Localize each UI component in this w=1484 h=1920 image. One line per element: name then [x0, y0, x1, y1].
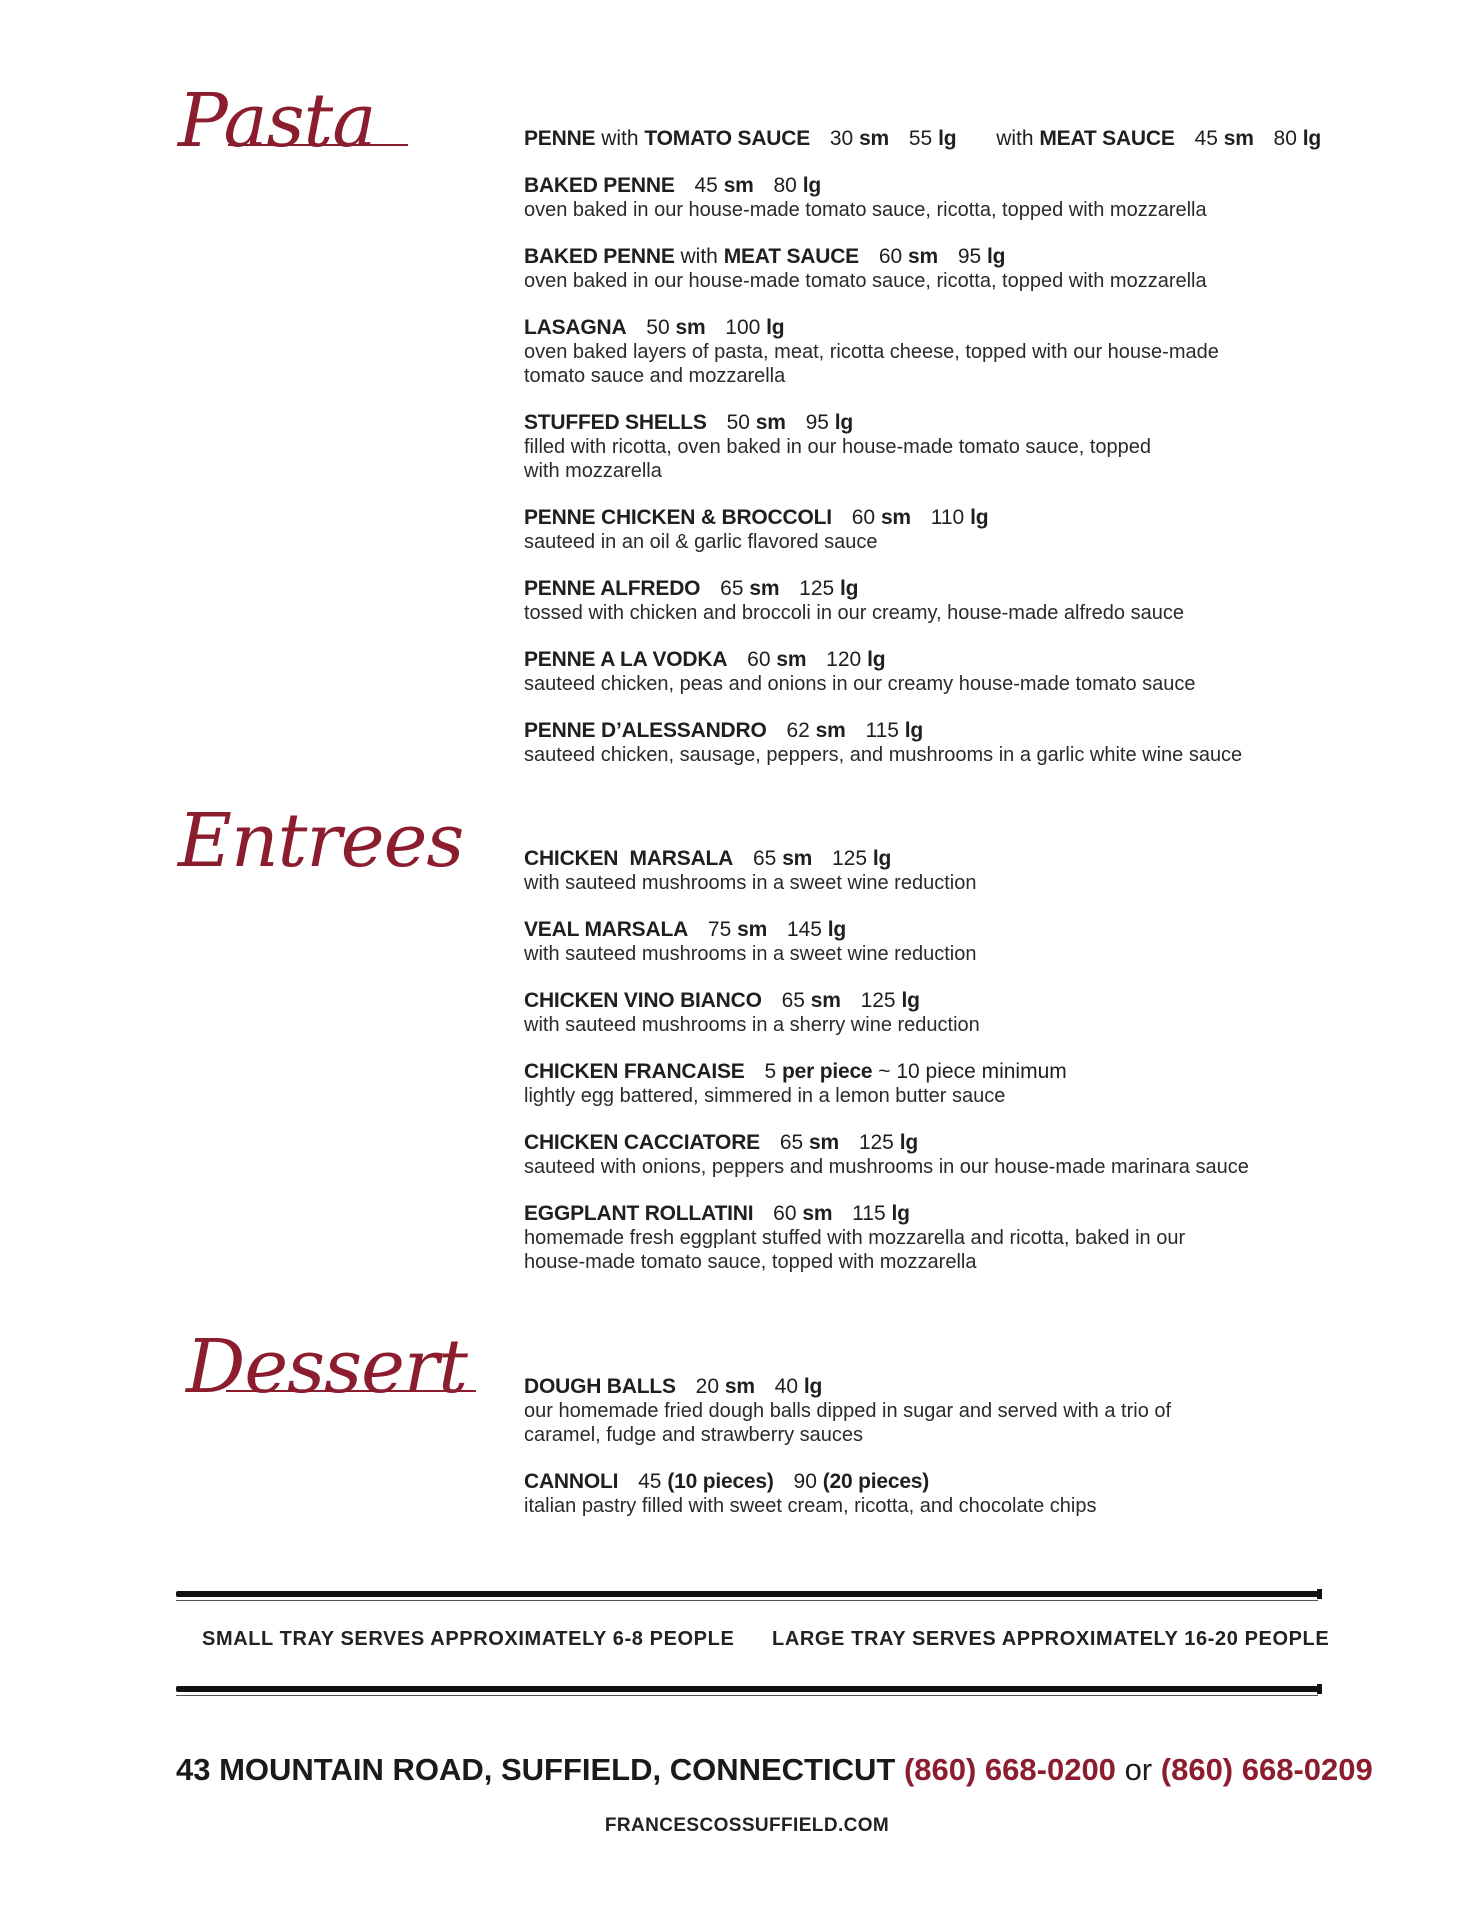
price-large: 125 [799, 577, 835, 600]
unit-small: sm [782, 847, 813, 870]
item-description: caramel, fudge and strawberry sauces [524, 1424, 864, 1446]
divider-bottom [176, 1686, 1318, 1692]
price-large: 100 [725, 316, 761, 339]
unit-large: lg [904, 719, 924, 742]
unit-large: lg [840, 577, 859, 600]
item-name: CHICKEN CACCIATORE [524, 1131, 760, 1154]
unit-large: lg [834, 411, 854, 434]
item-name: PENNE A LA VODKA [524, 648, 728, 671]
unit-small: sm [724, 1375, 755, 1398]
price-small: 30 [829, 127, 854, 150]
item-sauce: TOMATO SAUCE [644, 127, 811, 150]
small-tray-info: SMALL TRAY SERVES APPROXIMATELY 6-8 PEOPLE [202, 1628, 735, 1650]
unit-small: sm [809, 1131, 839, 1154]
menu-item-lasagna [524, 315, 1324, 388]
unit-small: sm [810, 989, 841, 1012]
dessert-menu [524, 1374, 1324, 1540]
price-small: 20 [695, 1375, 719, 1398]
unit-small: sm [859, 127, 890, 150]
menu-item-penne-dalessandro [524, 718, 1324, 767]
unit-large: lg [938, 127, 957, 150]
unit-large: lg [1302, 127, 1321, 150]
menu-item-penne-vodka [524, 647, 1324, 696]
unit-small: sm [880, 506, 911, 529]
menu-item-chicken-marsala [524, 846, 1324, 895]
price-small: 60 [773, 1202, 797, 1225]
pasta-menu [524, 126, 1324, 789]
item-name: STUFFED SHELLS [524, 411, 707, 434]
price-small: 50 [726, 411, 750, 434]
phone-separator: or [1124, 1752, 1153, 1787]
website-link[interactable]: FRANCESCOSSUFFIELD.COM [604, 1815, 890, 1836]
item-name: PENNE [524, 127, 596, 150]
unit-small: sm [723, 174, 754, 197]
price-small: 60 [851, 506, 876, 529]
entrees-menu [524, 846, 1324, 1296]
phone-primary[interactable]: (860) 668-0200 [903, 1752, 1116, 1787]
unit-small: sm [802, 1202, 833, 1225]
unit-large: lg [987, 245, 1006, 268]
item-heading [524, 846, 1324, 871]
item-sauce: MEAT SAUCE [723, 245, 859, 268]
unit-small: sm [675, 316, 706, 339]
entrees-title-text: Entrees [178, 798, 464, 884]
unit-large: lg [899, 1131, 918, 1154]
item-description: homemade fresh eggplant stuffed with mozzarella and ricotta, baked in our [524, 1227, 1186, 1249]
item-description: with sauteed mushrooms in a sweet wine reduction [524, 872, 977, 894]
item-name: DOUGH BALLS [524, 1375, 676, 1398]
price-small: 62 [786, 719, 810, 742]
menu-item-chicken-francaise [524, 1059, 1324, 1108]
item-with: with [601, 127, 639, 150]
contact-line [176, 1752, 1373, 1788]
item-description: oven baked in our house-made tomato sauce, ricotta, topped with mozzarella [524, 199, 1207, 221]
menu-item-chicken-vino-bianco [524, 988, 1324, 1037]
pasta-title-text: Pasta [178, 78, 376, 164]
unit-large: lg [802, 174, 821, 197]
price-large: 125 [860, 989, 896, 1012]
price-small: 60 [747, 648, 771, 671]
unit-small: sm [815, 719, 846, 742]
item-heading [524, 988, 1324, 1013]
price-small: 45 [694, 174, 718, 197]
unit-small: sm [776, 648, 807, 671]
item-heading [524, 1469, 1324, 1494]
price-small: 50 [646, 316, 670, 339]
item-heading [524, 126, 1324, 151]
item-with: with [996, 127, 1034, 150]
large-tray-info: LARGE TRAY SERVES APPROXIMATELY 16-20 PEOPLE [772, 1628, 1330, 1650]
item-description: tossed with chicken and broccoli in our creamy, house-made alfredo sauce [524, 602, 1184, 624]
price-twenty-pieces: 90 [793, 1470, 817, 1493]
item-name: BAKED PENNE [524, 174, 675, 197]
unit-small: sm [749, 577, 780, 600]
divider-bottom-thin [176, 1695, 1318, 1696]
price-small: 65 [720, 577, 744, 600]
price-large: 40 [774, 1375, 798, 1398]
price-large: 125 [831, 847, 868, 870]
item-description: italian pastry filled with sweet cream, ricotta, and chocolate chips [524, 1495, 1097, 1517]
item-name: PENNE CHICKEN & BROCCOLI [524, 506, 832, 529]
price-large: 115 [852, 1202, 886, 1225]
price-small: 65 [752, 847, 777, 870]
item-description: lightly egg battered, simmered in a lemon butter sauce [524, 1085, 1006, 1107]
dessert-title-text: Dessert [186, 1324, 467, 1410]
price-large: 120 [826, 648, 862, 671]
item-description: with mozzarella [524, 460, 662, 482]
menu-item-chicken-cacciatore [524, 1130, 1324, 1179]
item-name: CHICKEN MARSALA [524, 847, 734, 870]
item-description: with sauteed mushrooms in a sweet wine reduction [524, 943, 977, 965]
quantity-twenty-pieces: (20 pieces) [822, 1470, 930, 1493]
price-large: 55 [908, 127, 933, 150]
item-heading [524, 410, 1324, 435]
menu-item-baked-penne-meat [524, 244, 1324, 293]
minimum-order: ~ 10 piece minimum [878, 1060, 1067, 1083]
item-name: CHICKEN FRANCAISE [524, 1060, 745, 1083]
item-name: PENNE ALFREDO [524, 577, 701, 600]
price-large: 95 [957, 245, 982, 268]
unit-large: lg [970, 506, 989, 529]
item-description: tomato sauce and mozzarella [524, 365, 786, 387]
unit-large: lg [872, 847, 892, 870]
unit-small: sm [755, 411, 786, 434]
divider-top-thin [176, 1600, 1318, 1601]
item-description: sauteed chicken, peas and onions in our creamy house-made tomato sauce [524, 673, 1196, 695]
item-description: with sauteed mushrooms in a sherry wine reduction [524, 1014, 980, 1036]
price-large: 95 [805, 411, 829, 434]
item-description: oven baked layers of pasta, meat, ricotta cheese, topped with our house-made [524, 341, 1219, 363]
unit-large: lg [803, 1375, 823, 1398]
item-with: with [680, 245, 718, 268]
item-name: BAKED PENNE [524, 245, 675, 268]
menu-item-penne-alfredo [524, 576, 1324, 625]
item-heading [524, 576, 1324, 601]
price-large: 80 [773, 174, 797, 197]
unit-large: lg [867, 648, 886, 671]
section-title-entrees [178, 798, 464, 884]
item-name: CANNOLI [524, 1470, 619, 1493]
price-small: 60 [878, 245, 903, 268]
unit-large: lg [891, 1202, 910, 1225]
item-description: house-made tomato sauce, topped with mozzarella [524, 1251, 977, 1273]
item-heading [524, 1201, 1324, 1226]
menu-item-penne-chicken-broccoli [524, 505, 1324, 554]
price-large: 110 [930, 506, 965, 529]
item-description: sauteed with onions, peppers and mushrooms in our house-made marinara sauce [524, 1156, 1249, 1178]
item-heading [524, 917, 1324, 942]
address: 43 MOUNTAIN ROAD, SUFFIELD, CONNECTICUT [176, 1752, 896, 1787]
phone-secondary[interactable]: (860) 668-0209 [1160, 1752, 1373, 1787]
price-ten-pieces: 45 [638, 1470, 662, 1493]
item-name: LASAGNA [524, 316, 627, 339]
item-name: PENNE D’ALESSANDRO [524, 719, 767, 742]
price-small: 65 [779, 1131, 804, 1154]
menu-item-baked-penne [524, 173, 1324, 222]
item-heading [524, 718, 1324, 743]
unit-per-piece: per piece [781, 1060, 873, 1083]
unit-small: sm [908, 245, 938, 268]
price-small: 65 [781, 989, 805, 1012]
item-description: sauteed chicken, sausage, peppers, and mushrooms in a garlic white wine sauce [524, 744, 1243, 766]
item-description: our homemade fried dough balls dipped in sugar and served with a trio of [524, 1400, 1172, 1422]
menu-item-stuffed-shells [524, 410, 1324, 483]
unit-small: sm [1223, 127, 1254, 150]
quantity-ten-pieces: (10 pieces) [667, 1470, 774, 1493]
item-name: CHICKEN VINO BIANCO [524, 989, 762, 1012]
section-title-dessert [186, 1324, 476, 1410]
unit-large: lg [766, 316, 785, 339]
item-heading [524, 505, 1324, 530]
unit-large: lg [827, 918, 847, 941]
price-per-piece: 5 [764, 1060, 777, 1083]
menu-item-penne-tomato [524, 126, 1324, 151]
divider-top [176, 1591, 1318, 1597]
section-title-pasta [178, 78, 408, 164]
item-description: sauteed in an oil & garlic flavored sauce [524, 531, 878, 553]
menu-item-eggplant-rollatini [524, 1201, 1324, 1274]
price-small: 45 [1194, 127, 1218, 150]
item-heading [524, 173, 1324, 198]
item-description: filled with ricotta, oven baked in our house-made tomato sauce, topped [524, 436, 1152, 458]
item-heading [524, 1374, 1324, 1399]
menu-item-cannoli [524, 1469, 1324, 1518]
menu-item-veal-marsala [524, 917, 1324, 966]
item-heading [524, 315, 1324, 340]
price-large: 80 [1273, 127, 1297, 150]
price-large: 125 [858, 1131, 894, 1154]
item-heading [524, 1059, 1324, 1084]
item-name: EGGPLANT ROLLATINI [524, 1202, 754, 1225]
price-large: 145 [786, 918, 822, 941]
unit-small: sm [737, 918, 768, 941]
item-name: VEAL MARSALA [524, 918, 689, 941]
item-heading [524, 244, 1324, 269]
item-heading [524, 647, 1324, 672]
unit-large: lg [901, 989, 920, 1012]
item-sauce: MEAT SAUCE [1039, 127, 1175, 150]
price-large: 115 [865, 719, 899, 742]
item-heading [524, 1130, 1324, 1155]
menu-item-dough-balls [524, 1374, 1324, 1447]
price-small: 75 [707, 918, 732, 941]
item-description: oven baked in our house-made tomato sauce, ricotta, topped with mozzarella [524, 270, 1207, 292]
